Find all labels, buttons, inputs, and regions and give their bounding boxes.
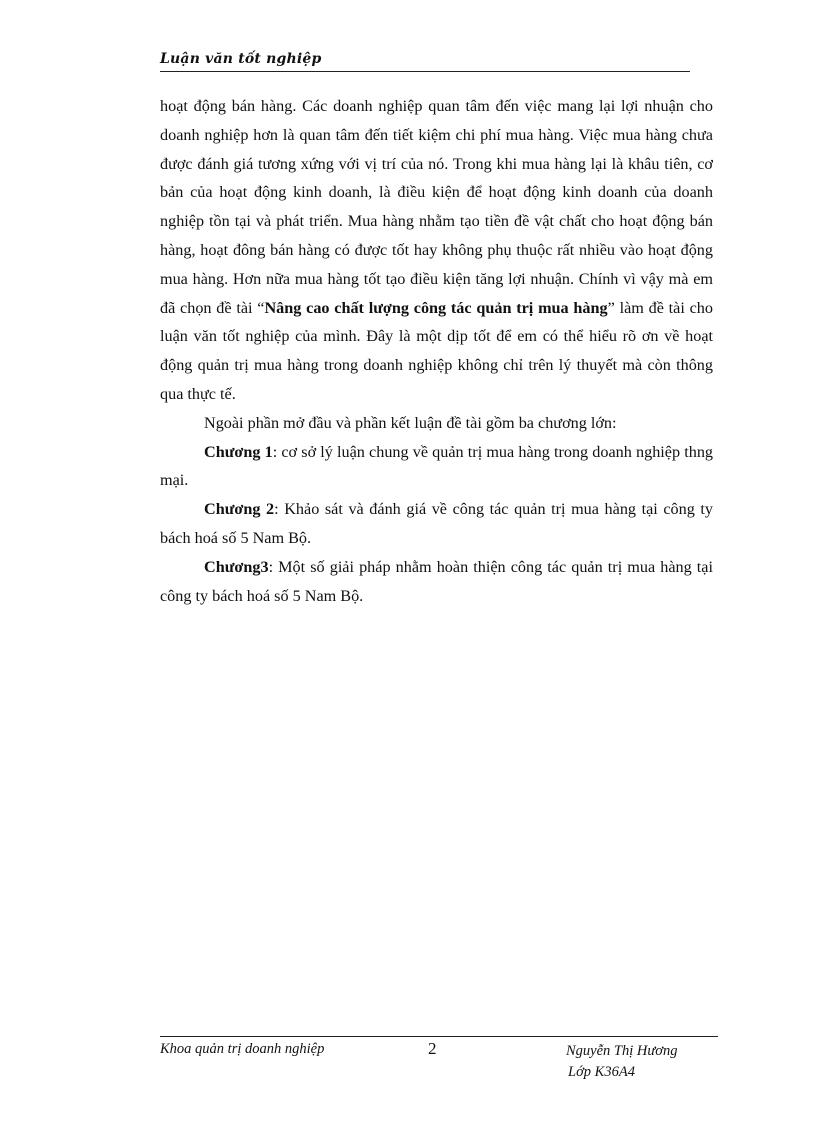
- thesis-topic: Nâng cao chất lượng công tác quản trị mua hàng: [264, 298, 608, 317]
- chapter-1-label: Chương 1: [204, 442, 273, 461]
- footer-class: Lớp K36A4: [568, 1064, 635, 1080]
- chapter-1-text: : cơ sở lý luận chung về quản trị mua hàng trong doanh nghiệp thng mại.: [160, 442, 714, 490]
- footer-author: Nguyễn Thị Hương: [566, 1043, 678, 1059]
- chapter-3-label: Chương3: [204, 557, 269, 576]
- document-body: [160, 92, 713, 610]
- footer-divider: [160, 1036, 718, 1037]
- chapter-1: [160, 438, 713, 496]
- chapter-3: [160, 553, 713, 611]
- chapter-2-text: : Khảo sát và đánh giá về công tác quản trị mua hàng tại công ty bách hoá số 5 Nam Bộ.: [160, 500, 713, 547]
- chapters-intro: Ngoài phần mở đầu và phần kết luận đề tài gồm ba chương lớn:: [204, 413, 617, 432]
- intro-text: hoạt động bán hàng. Các doanh nghiệp quan tâm đến việc mang lại lợi nhuận cho doanh nghiệp hơn là quan tâm đến tiết kiệm chi phí mua hàng. Việc mua hàng chưa được đánh giá tương xứng với vị trí của nó. Trong khi mua hàng lại là khâu tiên, cơ bản của hoạt động kinh doanh, là điều kiện để hoạt động kinh doanh của doanh nghiệp tồn tại và phát triển. Mua hàng nhằm tạo tiền đề vật chất cho hoạt động bán hàng, hoạt đông bán hàng có được tốt hay không phụ thuộc rất nhiều vào hoạt động mua hàng. Hơn nữa mua hàng tốt tạo điều kiện tăng lợi nhuận. Chính vì vậy mà em đã chọn đề tài “: [160, 97, 713, 317]
- page-header: [160, 50, 690, 72]
- footer-author-block: [566, 1041, 678, 1083]
- chapter-2: [160, 495, 713, 553]
- header-title: Luận văn tốt nghiệp: [160, 51, 322, 67]
- intro-paragraph: [160, 92, 713, 409]
- intro-text-end: ” làm đề tài cho luận văn tốt nghiệp của mình. Đây là một dịp tốt để em có thể hiểu rõ ơn về hoạt động quản trị mua hàng trong doanh nghiệp không chỉ trên lý thuyết mà còn thông qua thực tế.: [160, 298, 713, 403]
- footer-department: Khoa quản trị doanh nghiệp: [160, 1041, 325, 1057]
- chapter-2-label: Chương 2: [204, 500, 275, 519]
- chapter-3-text: : Một số giải pháp nhằm hoàn thiện công tác quản trị mua hàng tại công ty bách hoá số 5 Nam Bộ.: [160, 557, 713, 605]
- page-number: 2: [428, 1039, 437, 1058]
